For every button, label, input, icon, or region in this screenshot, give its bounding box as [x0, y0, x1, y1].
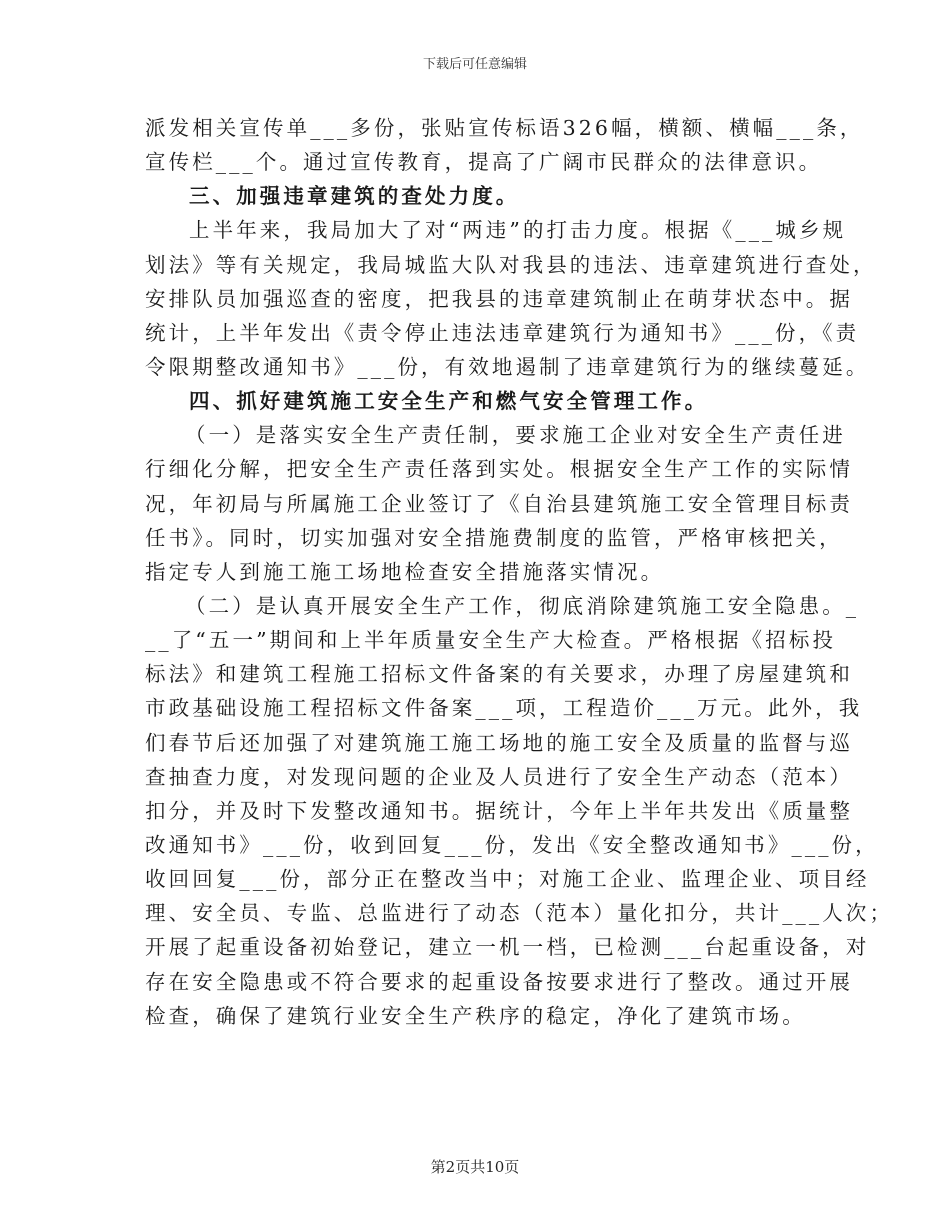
body-line: 令限期整改通知书》___份，有效地遏制了违章建筑行为的继续蔓延。	[145, 354, 870, 379]
body-line: 况，年初局与所属施工企业签订了《自治县建筑施工安全管理目标责	[145, 491, 853, 516]
body-line: （二）是认真开展安全生产工作，彻底消除建筑施工安全隐患。_	[185, 593, 860, 618]
section-heading: 四、抓好建筑施工安全生产和燃气安全管理工作。	[189, 389, 709, 414]
body-line: （一）是落实安全生产责任制，要求施工企业对安全生产责任进	[185, 423, 846, 448]
body-line: 们春节后还加强了对建筑施工施工场地的施工安全及质量的监督与巡	[145, 730, 853, 755]
body-line: 理、安全员、专监、总监进行了动态（范本）量化扣分，共计___人次；	[145, 901, 894, 926]
body-line: 收回回复___份，部分正在整改当中；对施工企业、监理企业、项目经	[145, 867, 870, 892]
body-line: 标法》和建筑工程施工招标文件备案的有关要求，办理了房屋建筑和	[145, 662, 853, 687]
body-line: 改通知书》___份，收到回复___份，发出《安全整改通知书》___份，	[145, 832, 879, 857]
body-line: 检查，确保了建筑行业安全生产秩序的稳定，净化了建筑市场。	[145, 1003, 806, 1028]
body-line: 行细化分解，把安全生产责任落到实处。根据安全生产工作的实际情	[145, 457, 853, 482]
page-number-footer: 第2页共10页	[430, 1158, 520, 1176]
body-line: __了“五一”期间和上半年质量安全生产大检查。严格根据《招标投	[145, 628, 837, 653]
body-line: 开展了起重设备初始登记，建立一机一档，已检测___台起重设备，对	[145, 935, 870, 960]
document-body	[145, 111, 894, 1033]
body-line: 统计，上半年发出《责令停止违法违章建筑行为通知书》___份，《责	[145, 320, 860, 345]
body-line: 宣传栏___个。通过宣传教育，提高了广阔市民群众的法律意识。	[145, 150, 823, 175]
body-line: 扣分，并及时下发整改通知书。据统计，今年上半年共发出《质量整	[145, 798, 853, 823]
body-line: 查抽查力度，对发现问题的企业及人员进行了安全生产动态（范本）	[145, 764, 853, 789]
body-line: 指定专人到施工施工场地检查安全措施落实情况。	[145, 559, 665, 584]
body-line: 上半年来，我局加大了对“两违”的打击力度。根据《___城乡规	[189, 218, 847, 243]
body-line: 任书》。同时，切实加强对安全措施费制度的监管，严格审核把关，	[145, 525, 843, 550]
body-line: 安排队员加强巡查的密度，把我县的违章建筑制止在萌芽状态中。据	[145, 286, 853, 311]
section-heading: 三、加强违章建筑的查处力度。	[189, 184, 520, 209]
body-line: 划法》等有关规定，我局城监大队对我县的违法、违章建筑进行查处，	[145, 252, 877, 277]
body-line: 派发相关宣传单___多份，张贴宣传标语326幅，横额、横幅___条，	[145, 116, 864, 140]
body-line: 存在安全隐患或不符合要求的起重设备按要求进行了整改。通过开展	[145, 969, 853, 994]
body-line: 市政基础设施工程招标文件备案___项，工程造价___万元。此外，我	[145, 696, 863, 721]
page-header: 下载后可任意编辑	[422, 57, 527, 72]
